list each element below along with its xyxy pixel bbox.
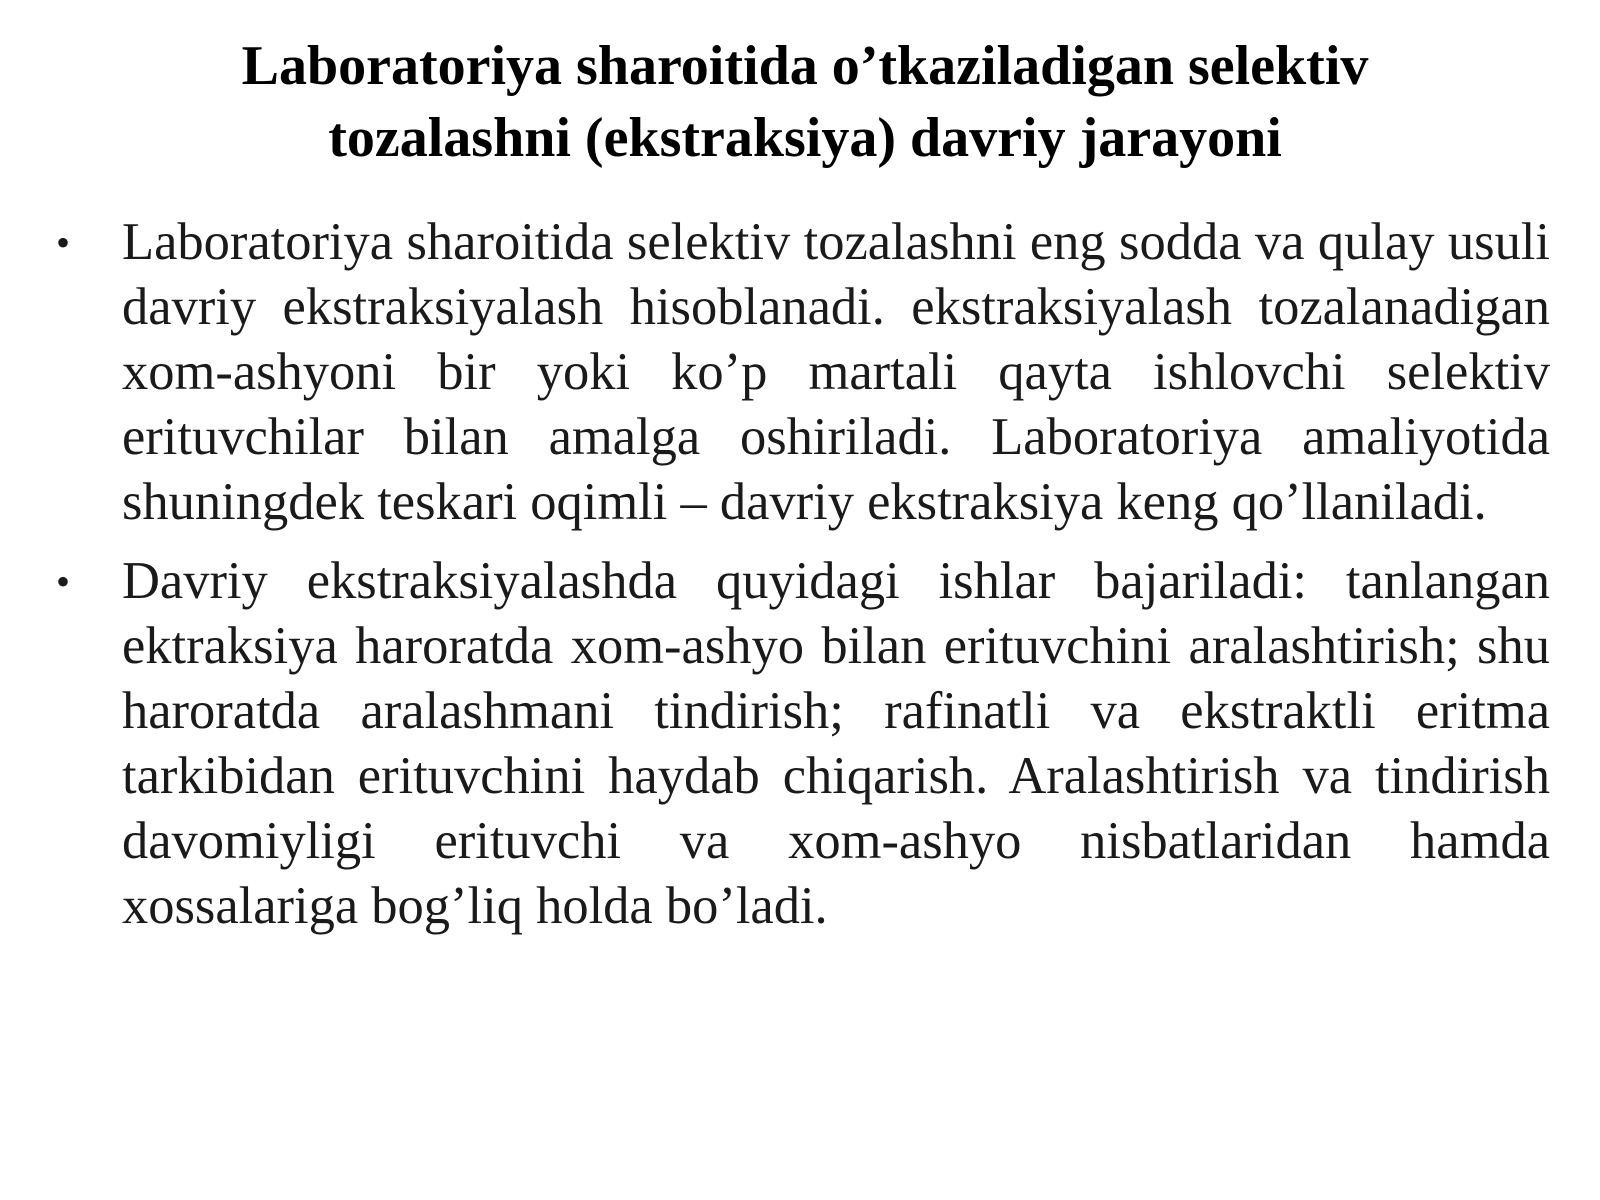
bullet-text-2: Davriy ekstraksiyalashda quyidagi ishlar bajariladi: tanlangan ektraksiya haroratda xom-ashyo bilan erituvchini aralashtirish; shu haroratda aralashmani tindirish; rafinatli va ekstraktli eritma tarkibidan erituvchini haydab chiqarish. Aralashtirish va tindirish davomiyligi erituvchi va xom-ashyo nisbatlaridan hamda xossalariga bog’liq holda bo’ladi. bbox=[122, 552, 1550, 935]
slide-title-line-2: tozalashni (ekstraksiya) davriy jarayoni bbox=[328, 107, 1282, 169]
slide-title-line-1: Laboratoriya sharoitida o’tkaziladigan selektiv bbox=[241, 35, 1369, 97]
bullet-text-1: Laboratoriya sharoitida selektiv tozalashni eng sodda va qulay usuli davriy ekstraksiyalash hisoblanadi. ekstraksiyalash tozalanadigan xom-ashyoni bir yoki ko’p martali qayta ishlovchi selektiv erituvchilar bilan amalga oshiriladi. Laboratoriya amaliyotida shuningdek teskari oqimli – davriy ekstraksiya keng qo’llaniladi. bbox=[122, 213, 1550, 531]
bullet-item-2 bbox=[56, 549, 1550, 939]
bullet-list bbox=[56, 210, 1550, 953]
bullet-dot-icon: • bbox=[56, 220, 71, 265]
bullet-dot-icon: • bbox=[56, 559, 71, 604]
bullet-item-1 bbox=[56, 210, 1550, 535]
slide-title bbox=[120, 30, 1490, 174]
